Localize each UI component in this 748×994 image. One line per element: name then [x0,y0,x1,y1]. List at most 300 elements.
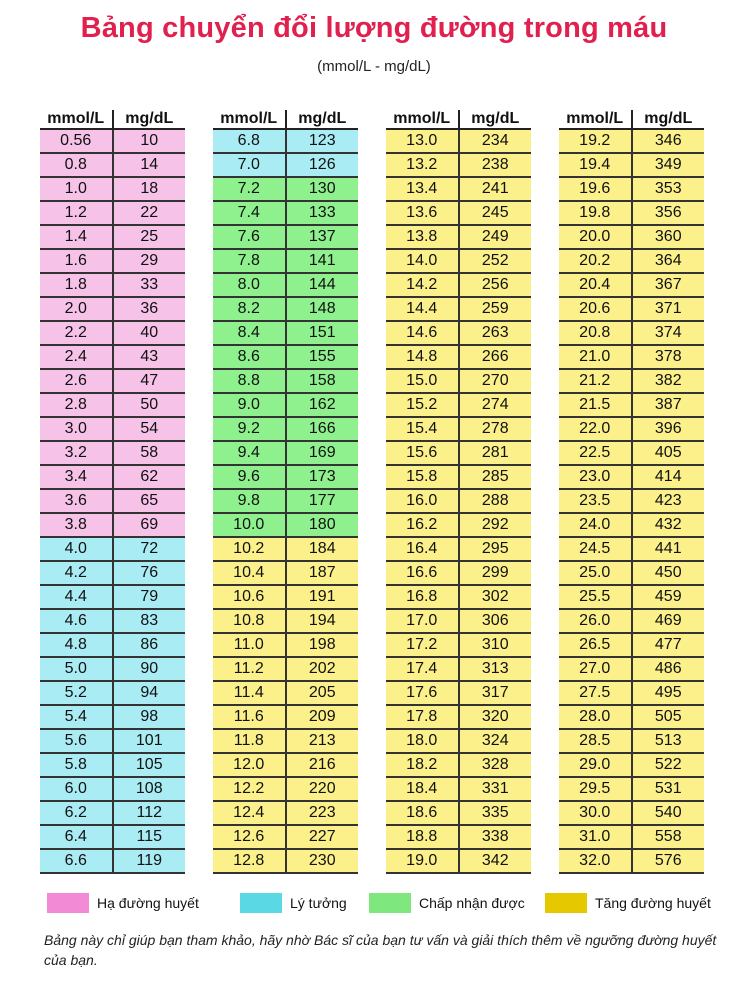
table-row [559,658,704,682]
cell-mgdl: 86 [140,636,159,653]
cell-mgdl: 252 [481,252,509,269]
cell-mgdl: 378 [654,348,682,365]
table-row [40,178,185,202]
table-row [559,706,704,730]
table-row [40,826,185,850]
cell-mgdl: 169 [308,444,336,461]
cell-mmol: 27.0 [559,658,633,680]
cell-mgdl: 306 [481,612,509,629]
cell-mmol: 9.6 [213,466,287,488]
cell-mgdl: 213 [308,732,336,749]
cell-mmol: 7.4 [213,202,287,224]
cell-mmol: 6.0 [40,778,114,800]
table-row [559,850,704,874]
disclaimer-note: Bảng này chỉ giúp bạn tham khảo, hãy nhờ Bác sĩ của bạn tư vấn và giải thích thêm về ngưỡng đường huyết của bạn. [44,932,717,968]
cell-mmol: 3.2 [40,442,114,464]
cell-mgdl: 155 [308,348,336,365]
cell-mmol: 19.2 [559,130,633,152]
cell-mmol: 18.6 [386,802,460,824]
table-row [213,802,358,826]
cell-mgdl: 285 [481,468,509,485]
cell-mmol: 15.0 [386,370,460,392]
cell-mmol: 28.0 [559,706,633,728]
table-row [213,370,358,394]
table-row [559,826,704,850]
cell-mmol: 18.2 [386,754,460,776]
cell-mgdl: 98 [140,708,159,725]
table-row [386,754,531,778]
table-row [213,538,358,562]
table-row [559,586,704,610]
table-row [213,442,358,466]
cell-mgdl: 25 [140,228,159,245]
page-subtitle: (mmol/L - mg/dL) [317,58,431,75]
table-row [213,274,358,298]
cell-mmol: 3.6 [40,490,114,512]
cell-mmol: 19.6 [559,178,633,200]
cell-mgdl: 29 [140,252,159,269]
legend-swatch-yellow [545,893,587,913]
cell-mmol: 8.2 [213,298,287,320]
cell-mmol: 1.8 [40,274,114,296]
table-row [386,250,531,274]
table-row [386,370,531,394]
cell-mgdl: 495 [654,684,682,701]
cell-mgdl: 414 [654,468,682,485]
cell-mmol: 19.4 [559,154,633,176]
header-mmol: mmol/L [386,110,460,128]
cell-mmol: 13.6 [386,202,460,224]
legend-label: Tăng đường huyết [595,895,711,911]
cell-mgdl: 105 [135,756,163,773]
cell-mmol: 11.2 [213,658,287,680]
cell-mgdl: 137 [308,228,336,245]
cell-mmol: 20.8 [559,322,633,344]
cell-mmol: 7.6 [213,226,287,248]
cell-mmol: 0.56 [40,130,114,152]
cell-mgdl: 18 [140,180,159,197]
legend-label: Chấp nhận được [419,895,525,911]
cell-mmol: 17.0 [386,610,460,632]
cell-mmol: 6.8 [213,130,287,152]
cell-mgdl: 324 [481,732,509,749]
cell-mmol: 2.2 [40,322,114,344]
page-title: Bảng chuyển đổi lượng đường trong máu [80,12,668,44]
cell-mgdl: 540 [654,804,682,821]
cell-mgdl: 249 [481,228,509,245]
cell-mgdl: 76 [140,564,159,581]
cell-mmol: 16.6 [386,562,460,584]
cell-mgdl: 79 [140,588,159,605]
cell-mmol: 5.4 [40,706,114,728]
cell-mmol: 27.5 [559,682,633,704]
table-row [559,250,704,274]
table-row [386,610,531,634]
table-row [559,778,704,802]
table-row [386,490,531,514]
cell-mgdl: 317 [481,684,509,701]
table-row [559,346,704,370]
cell-mgdl: 14 [140,156,159,173]
table-row [213,250,358,274]
cell-mmol: 9.8 [213,490,287,512]
cell-mgdl: 295 [481,540,509,557]
cell-mmol: 4.2 [40,562,114,584]
legend-item-acceptable [369,893,525,913]
cell-mgdl: 234 [481,132,509,149]
table-column-4 [559,104,704,874]
cell-mmol: 17.8 [386,706,460,728]
cell-mmol: 13.8 [386,226,460,248]
table-row [40,250,185,274]
cell-mmol: 16.8 [386,586,460,608]
table-row [559,418,704,442]
cell-mgdl: 469 [654,612,682,629]
cell-mgdl: 166 [308,420,336,437]
table-row [40,682,185,706]
cell-mgdl: 522 [654,756,682,773]
cell-mgdl: 191 [308,588,336,605]
cell-mmol: 5.0 [40,658,114,680]
cell-mgdl: 36 [140,300,159,317]
table-row [40,226,185,250]
table-row [386,706,531,730]
table-rows [559,128,704,874]
cell-mgdl: 558 [654,828,682,845]
table-row [40,562,185,586]
cell-mgdl: 123 [308,132,336,149]
cell-mmol: 7.8 [213,250,287,272]
cell-mmol: 21.0 [559,346,633,368]
cell-mmol: 26.0 [559,610,633,632]
cell-mmol: 14.2 [386,274,460,296]
table-row [213,178,358,202]
table-row [386,346,531,370]
cell-mgdl: 459 [654,588,682,605]
cell-mgdl: 349 [654,156,682,173]
cell-mmol: 8.0 [213,274,287,296]
cell-mmol: 9.0 [213,394,287,416]
cell-mgdl: 119 [136,852,162,869]
cell-mgdl: 130 [308,180,336,197]
table-row [386,514,531,538]
cell-mmol: 25.0 [559,562,633,584]
table-row [40,418,185,442]
cell-mgdl: 126 [308,156,336,173]
table-row [559,514,704,538]
table-row [559,154,704,178]
cell-mgdl: 263 [481,324,509,341]
cell-mgdl: 47 [140,372,159,389]
table-row [213,346,358,370]
cell-mmol: 25.5 [559,586,633,608]
table-row [40,130,185,154]
cell-mmol: 13.2 [386,154,460,176]
table-row [559,298,704,322]
table-row [386,730,531,754]
cell-mgdl: 371 [654,300,682,317]
cell-mmol: 29.0 [559,754,633,776]
cell-mgdl: 266 [481,348,509,365]
cell-mgdl: 22 [140,204,159,221]
table-row [559,274,704,298]
table-row [213,226,358,250]
cell-mmol: 4.8 [40,634,114,656]
cell-mgdl: 302 [481,588,509,605]
table-row [40,394,185,418]
table-row [213,562,358,586]
cell-mgdl: 141 [308,252,336,269]
table-row [213,130,358,154]
table-column-3 [386,104,531,874]
table-row [386,178,531,202]
cell-mmol: 20.6 [559,298,633,320]
table-row [386,634,531,658]
table-row [386,130,531,154]
table-row [559,562,704,586]
table-row [386,322,531,346]
cell-mgdl: 62 [140,468,159,485]
cell-mmol: 6.6 [40,850,114,872]
cell-mgdl: 194 [308,612,336,629]
column-header [40,104,185,128]
table-row [213,514,358,538]
table-row [213,682,358,706]
cell-mmol: 17.4 [386,658,460,680]
cell-mgdl: 43 [140,348,159,365]
cell-mmol: 8.4 [213,322,287,344]
cell-mgdl: 180 [308,516,336,533]
cell-mmol: 17.6 [386,682,460,704]
cell-mmol: 14.8 [386,346,460,368]
cell-mgdl: 441 [654,540,682,557]
cell-mmol: 10.4 [213,562,287,584]
cell-mgdl: 115 [136,828,162,845]
table-row [559,490,704,514]
table-row [559,730,704,754]
table-row [213,610,358,634]
cell-mmol: 5.6 [40,730,114,752]
cell-mmol: 13.0 [386,130,460,152]
cell-mmol: 11.0 [213,634,287,656]
cell-mgdl: 173 [308,468,336,485]
cell-mmol: 10.8 [213,610,287,632]
cell-mmol: 18.0 [386,730,460,752]
legend-swatch-pink [47,893,89,913]
cell-mgdl: 292 [481,516,509,533]
table-row [386,802,531,826]
table-row [213,658,358,682]
table-row [213,850,358,874]
table-row [559,634,704,658]
cell-mgdl: 198 [308,636,336,653]
cell-mgdl: 65 [140,492,159,509]
cell-mmol: 5.8 [40,754,114,776]
cell-mmol: 14.4 [386,298,460,320]
cell-mmol: 2.4 [40,346,114,368]
table-row [40,442,185,466]
column-header [559,104,704,128]
cell-mmol: 16.4 [386,538,460,560]
legend-swatch-green [369,893,411,913]
table-column-2 [213,104,358,874]
cell-mgdl: 313 [481,660,509,677]
table-row [386,586,531,610]
cell-mmol: 31.0 [559,826,633,848]
cell-mgdl: 356 [654,204,682,221]
cell-mgdl: 274 [481,396,509,413]
cell-mgdl: 270 [481,372,509,389]
cell-mgdl: 54 [140,420,159,437]
table-row [559,610,704,634]
table-column-1 [40,104,185,874]
header-mgdl: mg/dL [125,110,174,127]
cell-mmol: 20.2 [559,250,633,272]
table-row [386,154,531,178]
table-row [213,706,358,730]
cell-mmol: 6.4 [40,826,114,848]
cell-mgdl: 396 [654,420,682,437]
table-row [386,274,531,298]
cell-mgdl: 209 [308,708,336,725]
cell-mmol: 22.5 [559,442,633,464]
cell-mmol: 1.2 [40,202,114,224]
cell-mmol: 4.6 [40,610,114,632]
table-row [213,586,358,610]
table-row [213,466,358,490]
cell-mgdl: 360 [654,228,682,245]
table-row [559,226,704,250]
cell-mgdl: 10 [140,132,159,149]
table-row [559,322,704,346]
table-row [559,370,704,394]
cell-mmol: 19.0 [386,850,460,872]
legend [0,893,748,917]
cell-mmol: 12.2 [213,778,287,800]
cell-mmol: 7.0 [213,154,287,176]
cell-mgdl: 387 [654,396,682,413]
table-row [213,754,358,778]
table-row [559,802,704,826]
cell-mgdl: 382 [654,372,682,389]
table-row [213,730,358,754]
table-row [386,466,531,490]
table-row [213,322,358,346]
column-header [386,104,531,128]
table-row [213,202,358,226]
table-row [40,322,185,346]
cell-mmol: 14.0 [386,250,460,272]
table-row [40,490,185,514]
cell-mmol: 26.5 [559,634,633,656]
cell-mgdl: 151 [308,324,336,341]
header-mgdl: mg/dL [644,110,693,127]
cell-mmol: 11.8 [213,730,287,752]
cell-mgdl: 158 [308,372,336,389]
table-row [213,394,358,418]
cell-mgdl: 90 [140,660,159,677]
table-row [40,610,185,634]
cell-mmol: 2.0 [40,298,114,320]
cell-mmol: 29.5 [559,778,633,800]
cell-mgdl: 216 [308,756,336,773]
cell-mmol: 4.0 [40,538,114,560]
legend-label: Hạ đường huyết [97,895,199,911]
table-row [40,802,185,826]
cell-mmol: 11.6 [213,706,287,728]
cell-mgdl: 320 [481,708,509,725]
header-mmol: mmol/L [40,110,114,128]
table-row [386,418,531,442]
cell-mmol: 28.5 [559,730,633,752]
table-row [40,778,185,802]
cell-mgdl: 101 [135,732,163,749]
cell-mmol: 9.4 [213,442,287,464]
table-row [40,346,185,370]
cell-mmol: 15.6 [386,442,460,464]
cell-mgdl: 423 [654,492,682,509]
cell-mgdl: 346 [654,132,682,149]
cell-mmol: 16.0 [386,490,460,512]
table-row [559,682,704,706]
header-mmol: mmol/L [213,110,287,128]
header-mmol: mmol/L [559,110,633,128]
table-row [559,442,704,466]
cell-mgdl: 338 [481,828,509,845]
cell-mmol: 10.2 [213,538,287,560]
cell-mmol: 20.4 [559,274,633,296]
cell-mgdl: 184 [308,540,336,557]
cell-mgdl: 432 [654,516,682,533]
cell-mmol: 8.8 [213,370,287,392]
cell-mgdl: 133 [308,204,336,221]
cell-mmol: 12.0 [213,754,287,776]
table-row [386,538,531,562]
cell-mgdl: 331 [481,780,509,797]
table-row [559,538,704,562]
table-row [40,370,185,394]
table-row [213,298,358,322]
table-row [40,658,185,682]
cell-mmol: 0.8 [40,154,114,176]
cell-mgdl: 531 [654,780,682,797]
cell-mgdl: 405 [654,444,682,461]
table-row [213,826,358,850]
cell-mgdl: 148 [308,300,336,317]
cell-mmol: 16.2 [386,514,460,536]
cell-mmol: 3.8 [40,514,114,536]
table-row [559,394,704,418]
cell-mgdl: 299 [481,564,509,581]
cell-mgdl: 112 [136,804,162,821]
table-row [40,274,185,298]
table-row [386,826,531,850]
cell-mgdl: 328 [481,756,509,773]
table-row [40,754,185,778]
table-row [213,490,358,514]
table-row [386,850,531,874]
cell-mgdl: 576 [654,852,682,869]
cell-mmol: 15.8 [386,466,460,488]
cell-mmol: 8.6 [213,346,287,368]
cell-mmol: 2.8 [40,394,114,416]
cell-mmol: 9.2 [213,418,287,440]
cell-mmol: 22.0 [559,418,633,440]
cell-mmol: 18.4 [386,778,460,800]
cell-mmol: 15.2 [386,394,460,416]
legend-label: Lý tưởng [290,895,347,911]
cell-mmol: 19.8 [559,202,633,224]
